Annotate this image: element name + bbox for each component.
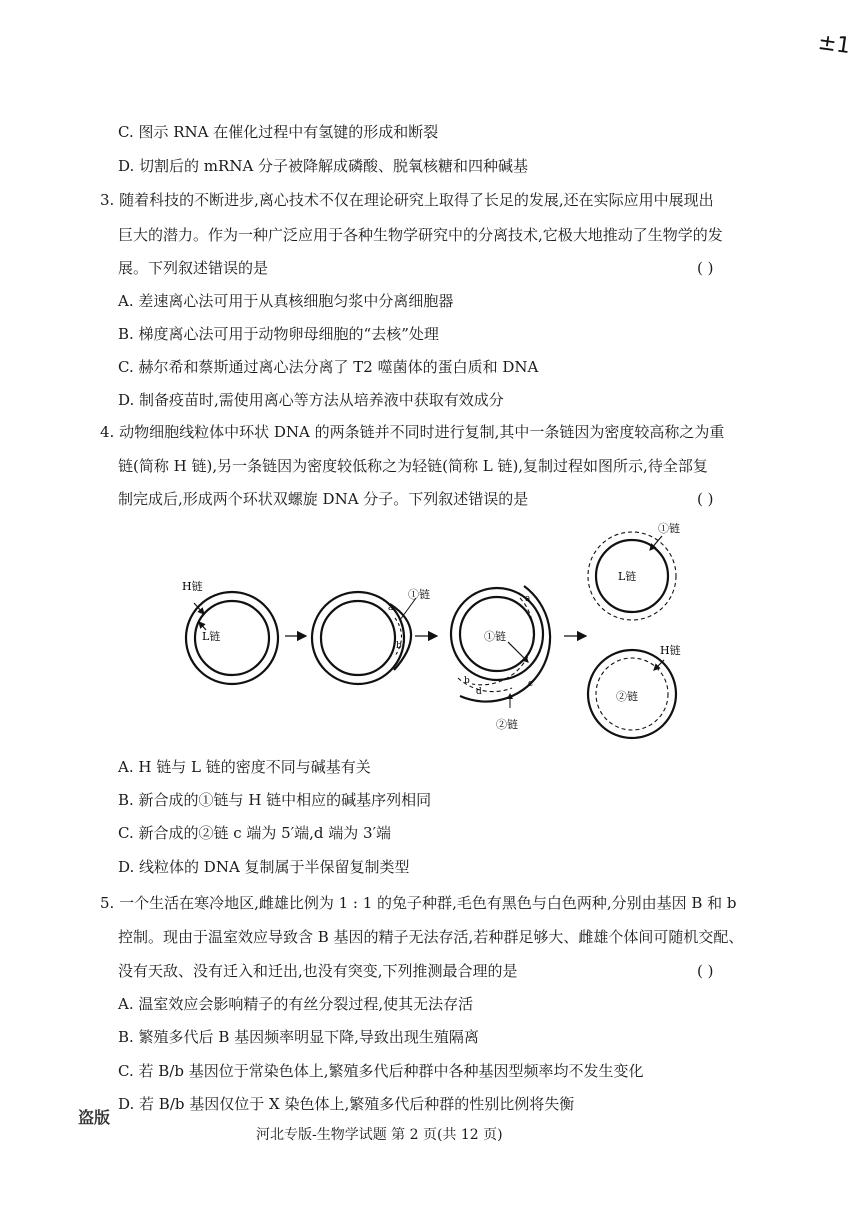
q5-option-d: D. 若 B/b 基因仅位于 X 染色体上,繁殖多代后种群的性别比例将失衡 bbox=[118, 1095, 575, 1113]
mtdna-replication-diagram bbox=[172, 518, 732, 748]
q4-stem-line2: 链(简称 H 链),另一条链因为密度较低称之为轻链(简称 L 链),复制过程如图所示,待全部复 bbox=[118, 457, 708, 475]
label-chain1-3: ①链 bbox=[484, 630, 506, 643]
page-footer: 河北专版-生物学试题 第 2 页(共 12 页) bbox=[256, 1127, 503, 1143]
q3-answer-blank: ( ) bbox=[697, 259, 714, 277]
q3-option-b: B. 梯度离心法可用于动物卵母细胞的“去核”处理 bbox=[118, 325, 439, 343]
dna-circle-initial bbox=[186, 592, 278, 684]
q4-answer-blank: ( ) bbox=[697, 490, 714, 508]
piracy-watermark: 盗版 bbox=[78, 1108, 111, 1127]
q4-option-d: D. 线粒体的 DNA 复制属于半保留复制类型 bbox=[118, 858, 410, 876]
label-chain1-2: ①链 bbox=[408, 588, 430, 601]
q4-option-c: C. 新合成的②链 c 端为 5′端,d 端为 3′端 bbox=[118, 824, 391, 842]
q4-option-b: B. 新合成的①链与 H 链中相应的碱基序列相同 bbox=[118, 791, 432, 809]
dna-circle-d-loop bbox=[312, 592, 416, 684]
label-b-2: b bbox=[396, 641, 402, 651]
q5-option-c: C. 若 B/b 基因位于常染色体上,繁殖多代后种群中各种基因型频率均不发生变化 bbox=[118, 1062, 644, 1080]
label-l-chain-4: L链 bbox=[618, 570, 637, 583]
q5-stem-line3: 没有天敌、没有迁入和迁出,也没有突变,下列推测最合理的是 bbox=[118, 962, 518, 980]
label-b-3: b bbox=[464, 676, 470, 686]
handwritten-note: ±1 bbox=[816, 29, 853, 60]
label-h-chain-1: H链 bbox=[182, 580, 203, 593]
q5-stem-line1: 5. 一个生活在寒冷地区,雌雄比例为 1 : 1 的兔子种群,毛色有黑色与白色两种,分别由基因 B 和 b bbox=[100, 894, 737, 912]
q3-stem-line1: 3. 随着科技的不断进步,离心技术不仅在理论研究上取得了长足的发展,还在实际应用中展现出 bbox=[100, 191, 714, 209]
label-a-2: a bbox=[388, 603, 394, 613]
label-d-3: d bbox=[476, 687, 482, 697]
q2-option-c: C. 图示 RNA 在催化过程中有氢键的形成和断裂 bbox=[118, 123, 439, 141]
label-a-3: a bbox=[525, 594, 531, 604]
q5-answer-blank: ( ) bbox=[697, 962, 714, 980]
q4-stem-line3: 制完成后,形成两个环状双螺旋 DNA 分子。下列叙述错误的是 bbox=[118, 490, 529, 508]
label-chain2-5: ②链 bbox=[616, 690, 638, 703]
label-l-chain-1: L链 bbox=[202, 630, 221, 643]
q5-stem-line2: 控制。现由于温室效应导致含 B 基因的精子无法存活,若种群足够大、雌雄个体间可随机交配、 bbox=[118, 928, 744, 946]
label-chain1-4: ①链 bbox=[658, 522, 680, 535]
q5-option-a: A. 温室效应会影响精子的有丝分裂过程,使其无法存活 bbox=[118, 995, 474, 1013]
q3-option-c: C. 赫尔希和蔡斯通过离心法分离了 T2 噬菌体的蛋白质和 DNA bbox=[118, 358, 539, 376]
q4-option-a: A. H 链与 L 链的密度不同与碱基有关 bbox=[118, 758, 371, 776]
q3-option-d: D. 制备疫苗时,需使用离心等方法从培养液中获取有效成分 bbox=[118, 391, 504, 409]
label-h-chain-5: H链 bbox=[660, 644, 681, 657]
q2-option-d: D. 切割后的 mRNA 分子被降解成磷酸、脱氧核糖和四种碱基 bbox=[118, 157, 529, 175]
q5-option-b: B. 繁殖多代后 B 基因频率明显下降,导致出现生殖隔离 bbox=[118, 1028, 479, 1046]
q3-option-a: A. 差速离心法可用于从真核细胞匀浆中分离细胞器 bbox=[118, 292, 454, 310]
q4-stem-line1: 4. 动物细胞线粒体中环状 DNA 的两条链并不同时进行复制,其中一条链因为密度较高称之为重 bbox=[100, 423, 725, 441]
label-chain2-3: ②链 bbox=[496, 718, 518, 731]
dna-circle-replicating bbox=[451, 586, 550, 708]
q3-stem-line3: 展。下列叙述错误的是 bbox=[118, 259, 269, 277]
label-c-3: c bbox=[528, 679, 534, 689]
q3-stem-line2: 巨大的潜力。作为一种广泛应用于各种生物学研究中的分离技术,它极大地推动了生物学的发 bbox=[118, 226, 723, 244]
